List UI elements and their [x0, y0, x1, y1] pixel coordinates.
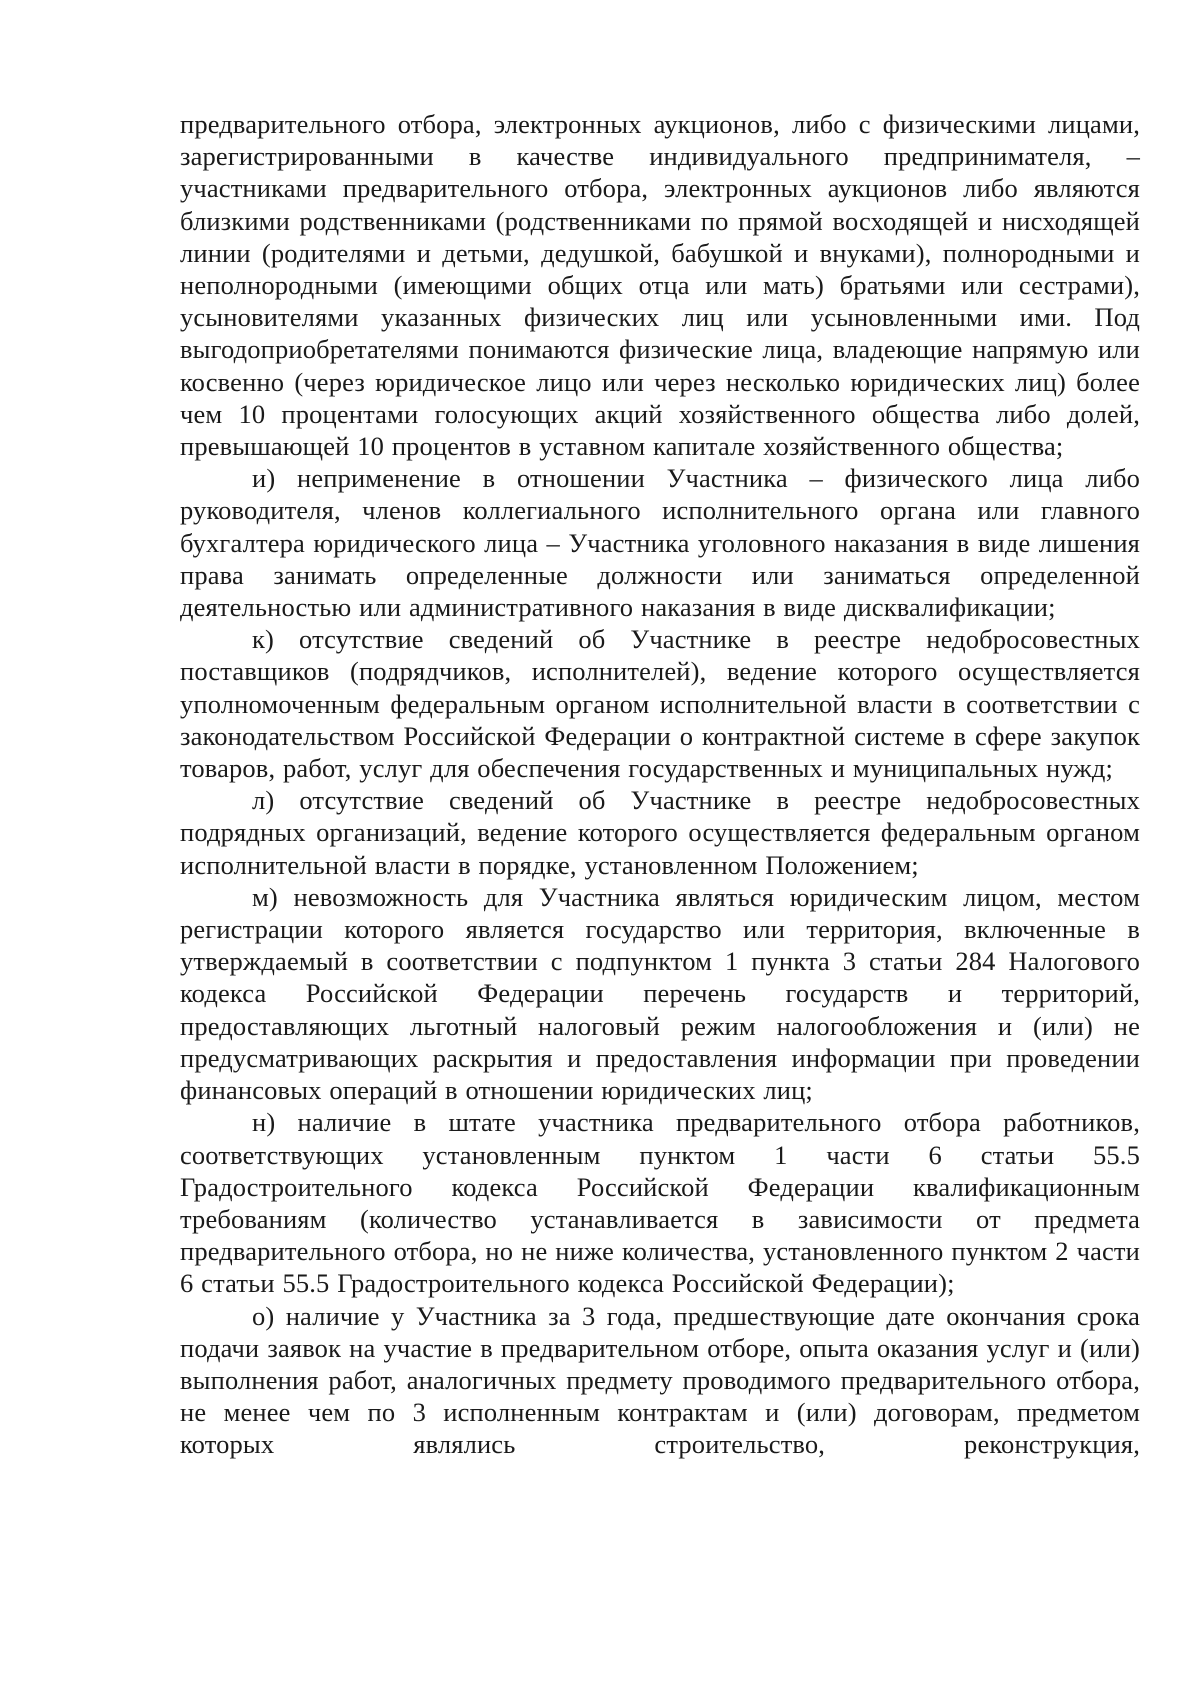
paragraph-item-n: н) наличие в штате участника предварительного отбора работников, соответствующих установленным пунктом 1 части 6 статьи 55.5 Градостроительного кодекса Российской Федерации квалификационным требованиям (количество устанавливается в зависимости от предмета предварительного отбора, но не ниже количества, установленного пунктом 2 части 6 статьи 55.5 Градостроительного кодекса Российской Федерации);: [180, 1107, 1140, 1299]
document-body: [180, 108, 1140, 1461]
paragraph-item-k: к) отсутствие сведений об Участнике в реестре недобросовестных поставщиков (подрядчиков, исполнителей), ведение которого осуществляется уполномоченным федеральным органом исполнительной власти в соответствии с законодательством Российской Федерации о контрактной системе в сфере закупок товаров, работ, услуг для обеспечения государственных и муниципальных нужд;: [180, 624, 1140, 784]
paragraph-item-i: и) неприменение в отношении Участника – физического лица либо руководителя, членов коллегиального исполнительного органа или главного бухгалтера юридического лица – Участника уголовного наказания в виде лишения права занимать определенные должности или заниматься определенной деятельностью или административного наказания в виде дисквалификации;: [180, 463, 1140, 623]
paragraph-continuation: предварительного отбора, электронных аукционов, либо с физическими лицами, зарегистрированными в качестве индивидуального предпринимателя, – участниками предварительного отбора, электронных аукционов либо являются близкими родственниками (родственниками по прямой восходящей и нисходящей линии (родителями и детьми, дедушкой, бабушкой и внуками), полнородными и неполнородными (имеющими общих отца или мать) братьями или сестрами), усыновителями указанных физических лиц или усыновленными ими. Под выгодоприобретателями понимаются физические лица, владеющие напрямую или косвенно (через юридическое лицо или через несколько юридических лиц) более чем 10 процентами голосующих акций хозяйственного общества либо долей, превышающей 10 процентов в уставном капитале хозяйственного общества;: [180, 109, 1140, 462]
paragraph-item-m: м) невозможность для Участника являться юридическим лицом, местом регистрации которого является государство или территория, включенные в утверждаемый в соответствии с подпунктом 1 пункта 3 статьи 284 Налогового кодекса Российской Федерации перечень государств и территорий, предоставляющих льготный налоговый режим налогообложения и (или) не предусматривающих раскрытия и предоставления информации при проведении финансовых операций в отношении юридических лиц;: [180, 881, 1140, 1106]
paragraph-item-l: л) отсутствие сведений об Участнике в реестре недобросовестных подрядных организаций, ведение которого осуществляется федеральным органом исполнительной власти в порядке, установленном Положением;: [180, 785, 1140, 880]
paragraph-item-o: о) наличие у Участника за 3 года, предшествующие дате окончания срока подачи заявок на участие в предварительном отборе, опыта оказания услуг и (или) выполнения работ, аналогичных предмету проводимого предварительного отбора, не менее чем по 3 исполненным контрактам и (или) договорам, предметом которых являлись строительство, реконструкция,: [180, 1300, 1140, 1460]
